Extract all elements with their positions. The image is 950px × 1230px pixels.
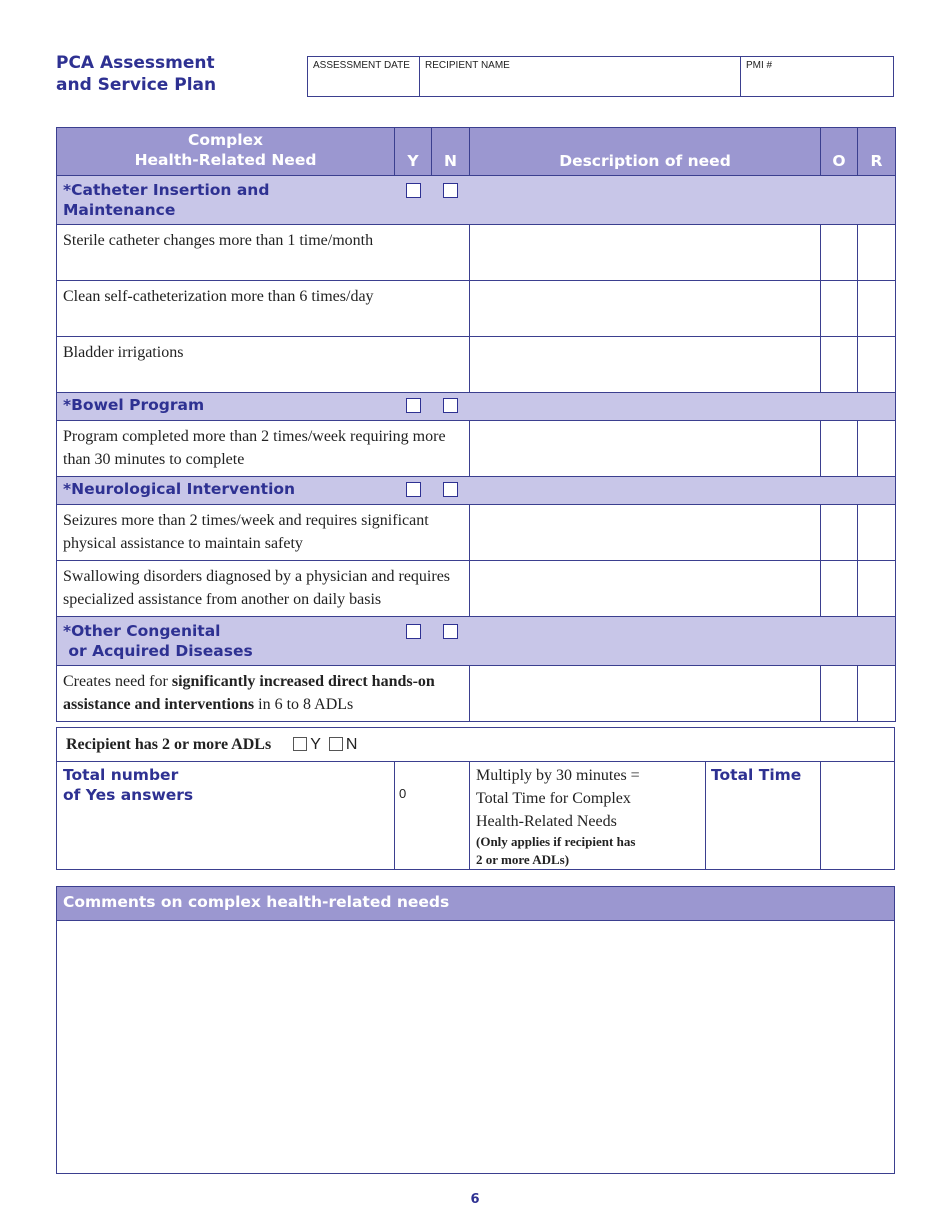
- section-label-neurological: *Neurological Intervention: [57, 477, 395, 505]
- comments-input-area[interactable]: [57, 921, 894, 1173]
- need-item-text: Clean self-catheterization more than 6 times/day: [57, 281, 470, 337]
- r-cell[interactable]: [858, 281, 896, 337]
- col-y-header: Y: [395, 128, 432, 176]
- recipient-name-field[interactable]: [420, 57, 741, 96]
- comments-header: Comments on complex health-related needs: [57, 887, 894, 921]
- item-text-pre: Creates need for: [63, 673, 172, 690]
- table-row: [57, 421, 896, 477]
- multiply-line-1: Multiply by 30 minutes =: [476, 767, 640, 784]
- section-row-bowel: [57, 393, 896, 421]
- total-time-label: Total Time: [706, 762, 821, 869]
- description-cell[interactable]: [470, 421, 821, 477]
- description-cell[interactable]: [470, 225, 821, 281]
- table-row: [57, 337, 896, 393]
- adl-row: [57, 728, 894, 762]
- description-cell[interactable]: [470, 666, 821, 722]
- col-desc-header: Description of need: [470, 128, 821, 176]
- need-item-text: Seizures more than 2 times/week and requires significant physical assistance to maintain safety: [57, 505, 470, 561]
- need-item-text: Program completed more than 2 times/week requiring more than 30 minutes to complete: [57, 421, 470, 477]
- o-cell[interactable]: [821, 225, 858, 281]
- neurological-n-checkbox[interactable]: [443, 482, 458, 497]
- col-need-line-2: Health-Related Need: [134, 151, 317, 169]
- r-cell[interactable]: [858, 505, 896, 561]
- col-n-header: N: [432, 128, 470, 176]
- totals-section: [56, 727, 895, 870]
- o-cell[interactable]: [821, 337, 858, 393]
- section-row-congenital: [57, 617, 896, 666]
- section-label-line-1: *Catheter Insertion and: [63, 181, 270, 199]
- total-yes-line-2: of Yes answers: [63, 786, 194, 804]
- congenital-n-checkbox[interactable]: [443, 624, 458, 639]
- assessment-date-label: ASSESSMENT DATE: [313, 60, 410, 71]
- r-cell[interactable]: [858, 225, 896, 281]
- multiply-line-3: Health-Related Needs: [476, 813, 617, 830]
- adl-n-label: N: [345, 735, 358, 753]
- table-row: [57, 281, 896, 337]
- description-cell[interactable]: [470, 505, 821, 561]
- col-r-header: R: [858, 128, 896, 176]
- total-time-value[interactable]: [821, 762, 894, 869]
- pmi-label: PMI #: [746, 60, 773, 71]
- title-line-1: PCA Assessment: [56, 53, 215, 73]
- need-item-text: Bladder irrigations: [57, 337, 470, 393]
- page-title: [56, 52, 216, 96]
- item-text-post: in 6 to 8 ADLs: [254, 696, 354, 713]
- title-line-2: and Service Plan: [56, 75, 217, 95]
- r-cell[interactable]: [858, 666, 896, 722]
- o-cell[interactable]: [821, 281, 858, 337]
- item-text-bold: significantly increased direct hands-on assistance and interventions: [63, 673, 435, 713]
- col-need-header: [57, 128, 395, 176]
- need-item-text: Sterile catheter changes more than 1 time/month: [57, 225, 470, 281]
- adl-n-option[interactable]: [329, 736, 358, 754]
- bowel-y-checkbox[interactable]: [406, 398, 421, 413]
- multiply-line-2: Total Time for Complex: [476, 790, 631, 807]
- recipient-info-box: [307, 56, 894, 97]
- section-row-neurological: [57, 477, 896, 505]
- section-row-catheter: [57, 176, 896, 225]
- section-label-line-1: *Other Congenital: [63, 622, 221, 640]
- bowel-n-checkbox[interactable]: [443, 398, 458, 413]
- catheter-n-checkbox[interactable]: [443, 183, 458, 198]
- table-header-row: [57, 128, 896, 176]
- catheter-y-checkbox[interactable]: [406, 183, 421, 198]
- adl-y-label: Y: [310, 735, 321, 753]
- o-cell[interactable]: [821, 666, 858, 722]
- adl-y-checkbox[interactable]: [293, 737, 307, 751]
- assessment-date-field[interactable]: [308, 57, 420, 96]
- table-row: [57, 666, 896, 722]
- col-o-header: O: [821, 128, 858, 176]
- multiply-note-line-1: (Only applies if recipient has: [476, 834, 636, 849]
- col-need-line-1: Complex: [187, 131, 264, 149]
- description-cell[interactable]: [470, 281, 821, 337]
- o-cell[interactable]: [821, 505, 858, 561]
- section-label-congenital: [57, 617, 395, 666]
- section-label-catheter: [57, 176, 395, 225]
- complex-needs-table: [56, 127, 896, 722]
- o-cell[interactable]: [821, 561, 858, 617]
- comments-section: [56, 886, 895, 1174]
- section-label-line-2: or Acquired Diseases: [63, 642, 253, 660]
- description-cell[interactable]: [470, 337, 821, 393]
- pmi-field[interactable]: [741, 57, 893, 96]
- total-yes-value[interactable]: 0: [395, 762, 470, 869]
- table-row: [57, 561, 896, 617]
- totals-row: [57, 762, 894, 869]
- adl-y-option[interactable]: [293, 736, 321, 754]
- o-cell[interactable]: [821, 421, 858, 477]
- r-cell[interactable]: [858, 337, 896, 393]
- total-yes-label: [57, 762, 395, 869]
- table-row: [57, 505, 896, 561]
- need-item-text: [57, 666, 470, 722]
- section-label-line-2: Maintenance: [63, 201, 176, 219]
- adl-label: Recipient has 2 or more ADLs: [66, 735, 272, 753]
- adl-n-checkbox[interactable]: [329, 737, 343, 751]
- recipient-name-label: RECIPIENT NAME: [425, 60, 510, 71]
- description-cell[interactable]: [470, 561, 821, 617]
- neurological-y-checkbox[interactable]: [406, 482, 421, 497]
- page-number: 6: [470, 1192, 480, 1207]
- r-cell[interactable]: [858, 421, 896, 477]
- multiply-instructions: [470, 762, 706, 869]
- multiply-note-line-2: 2 or more ADLs): [476, 852, 570, 867]
- need-item-text: Swallowing disorders diagnosed by a physician and requires specialized assistance from another on daily basis: [57, 561, 470, 617]
- total-yes-line-1: Total number: [63, 766, 179, 784]
- r-cell[interactable]: [858, 561, 896, 617]
- table-row: [57, 225, 896, 281]
- section-label-bowel: *Bowel Program: [57, 393, 395, 421]
- congenital-y-checkbox[interactable]: [406, 624, 421, 639]
